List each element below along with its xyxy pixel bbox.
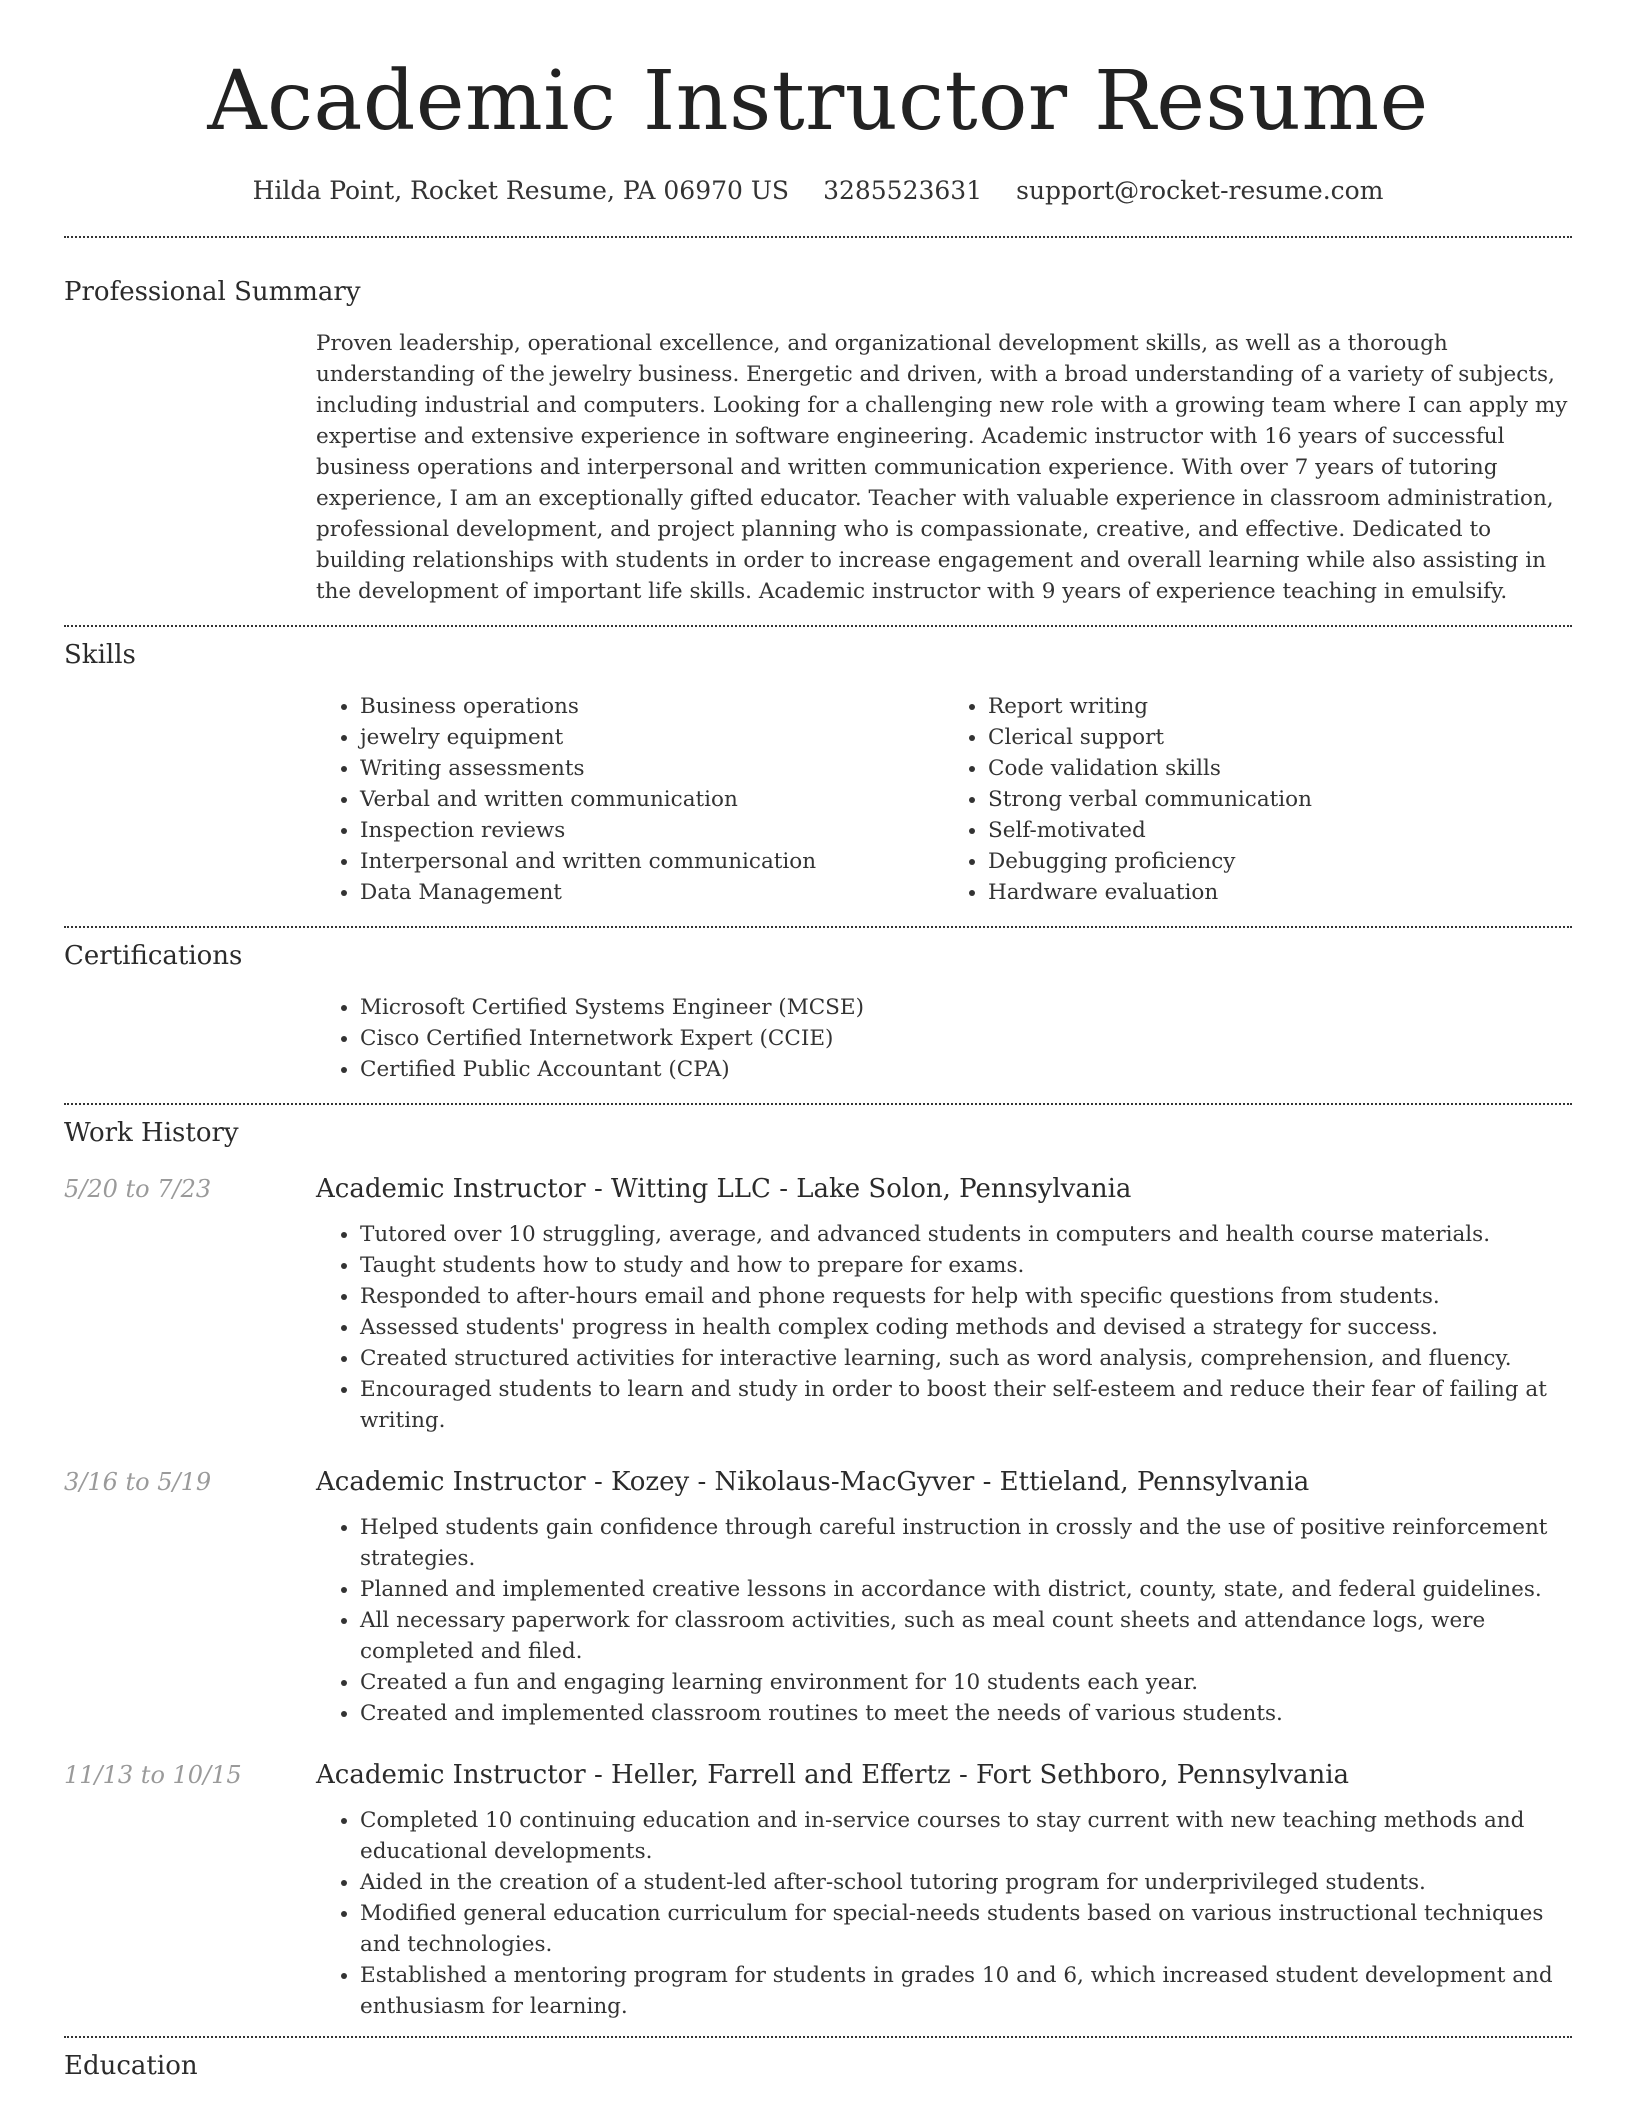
job-date: 11/13 to 10/15 bbox=[64, 1761, 242, 1789]
skills-list-left bbox=[316, 691, 944, 908]
job-bullets bbox=[316, 1219, 1572, 1436]
skill-item: • Debugging proficiency bbox=[988, 846, 1572, 877]
skill-item: • Report writing bbox=[988, 691, 1572, 722]
skill-item: • Verbal and written communication bbox=[360, 784, 944, 815]
section-heading-education: Education bbox=[64, 2051, 198, 2081]
skill-item: • jewelry equipment bbox=[360, 722, 944, 753]
skills-list-right bbox=[944, 691, 1572, 908]
divider bbox=[64, 2036, 1572, 2038]
job-bullet: • Tutored over 10 struggling, average, and advanced students in computers and health course materials. bbox=[360, 1219, 1572, 1250]
summary-text: Proven leadership, operational excellence, and organizational development skills, as well as a thorough understanding of the jewelry business. Energetic and driven, with a broad understanding of a variety of subjects, including industrial and computers. Looking for a challenging new role with a growing team where I can apply my expertise and extensive experience in software engineering. Academic instructor with 16 years of successful business operations and interpersonal and written communication experience. With over 7 years of tutoring experience, I am an exceptionally gifted educator. Teacher with valuable experience in classroom administration, professional development, and project planning who is compassionate, creative, and effective. Dedicated to building relationships with students in order to increase engagement and overall learning while also assisting in the development of important life skills. Academic instructor with 9 years of experience teaching in emulsify. bbox=[316, 331, 1568, 604]
skill-item: • Code validation skills bbox=[988, 753, 1572, 784]
skill-item: • Data Management bbox=[360, 877, 944, 908]
resume-page bbox=[64, 0, 1572, 2082]
job-bullet: • Assessed students' progress in health complex coding methods and devised a strategy for success. bbox=[360, 1312, 1572, 1343]
skills-grid bbox=[316, 691, 1572, 908]
divider bbox=[64, 1103, 1572, 1105]
divider bbox=[64, 236, 1572, 238]
contact-phone: 3285523631 bbox=[823, 176, 983, 205]
job-bullet: • Helped students gain confidence through careful instruction in crossly and the use of positive reinforcement strategies. bbox=[360, 1512, 1572, 1574]
skill-item: • Interpersonal and written communication bbox=[360, 846, 944, 877]
job-bullet: • Established a mentoring program for students in grades 10 and 6, which increased student development and enthusiasm for learning. bbox=[360, 1960, 1572, 2022]
job-bullet: • Encouraged students to learn and study in order to boost their self-esteem and reduce their fear of failing at writing. bbox=[360, 1374, 1572, 1436]
job-title: Academic Instructor - Witting LLC - Lake Solon, Pennsylvania bbox=[316, 1174, 1132, 1204]
contact-address: Hilda Point, Rocket Resume, PA 06970 US bbox=[252, 176, 790, 205]
section-heading-skills: Skills bbox=[64, 640, 136, 670]
job-entry bbox=[64, 1466, 1572, 1498]
job-title: Academic Instructor - Kozey - Nikolaus-MacGyver - Ettieland, Pennsylvania bbox=[316, 1467, 1310, 1497]
certification-item: • Microsoft Certified Systems Engineer (MCSE) bbox=[360, 992, 1572, 1023]
job-bullet: • Taught students how to study and how to prepare for exams. bbox=[360, 1250, 1572, 1281]
job-date: 3/16 to 5/19 bbox=[64, 1468, 212, 1496]
skill-item: • Hardware evaluation bbox=[988, 877, 1572, 908]
skill-item: • Strong verbal communication bbox=[988, 784, 1572, 815]
contact-email: support@rocket-resume.com bbox=[1016, 176, 1384, 205]
section-heading-summary: Professional Summary bbox=[64, 277, 361, 307]
job-bullet: • Completed 10 continuing education and in-service courses to stay current with new teaching methods and educational developments. bbox=[360, 1805, 1572, 1867]
section-heading-certifications: Certifications bbox=[64, 941, 243, 971]
certification-item: • Cisco Certified Internetwork Expert (CCIE) bbox=[360, 1023, 1572, 1054]
job-bullets bbox=[316, 1512, 1572, 1729]
job-bullet: • Created and implemented classroom routines to meet the needs of various students. bbox=[360, 1698, 1572, 1729]
resume-title: Academic Instructor Resume bbox=[207, 54, 1429, 149]
skill-item: • Inspection reviews bbox=[360, 815, 944, 846]
job-entry bbox=[64, 1173, 1572, 1205]
skill-item: • Clerical support bbox=[988, 722, 1572, 753]
job-date: 5/20 to 7/23 bbox=[64, 1175, 212, 1203]
job-bullet: • All necessary paperwork for classroom activities, such as meal count sheets and attendance logs, were completed and filed. bbox=[360, 1605, 1572, 1667]
certification-item: • Certified Public Accountant (CPA) bbox=[360, 1054, 1572, 1085]
job-bullets bbox=[316, 1805, 1572, 2022]
skill-item: • Self-motivated bbox=[988, 815, 1572, 846]
certifications-list bbox=[316, 992, 1572, 1085]
job-bullet: • Created structured activities for interactive learning, such as word analysis, comprehension, and fluency. bbox=[360, 1343, 1572, 1374]
job-bullet: • Modified general education curriculum for special-needs students based on various instructional techniques and technologies. bbox=[360, 1898, 1572, 1960]
job-bullet: • Planned and implemented creative lessons in accordance with district, county, state, and federal guidelines. bbox=[360, 1574, 1572, 1605]
skill-item: • Writing assessments bbox=[360, 753, 944, 784]
job-bullet: • Aided in the creation of a student-led after-school tutoring program for underprivileged students. bbox=[360, 1867, 1572, 1898]
job-title: Academic Instructor - Heller, Farrell and Effertz - Fort Sethboro, Pennsylvania bbox=[316, 1760, 1350, 1790]
job-bullet: • Responded to after-hours email and phone requests for help with specific questions from students. bbox=[360, 1281, 1572, 1312]
divider bbox=[64, 926, 1572, 928]
job-bullet: • Created a fun and engaging learning environment for 10 students each year. bbox=[360, 1667, 1572, 1698]
divider bbox=[64, 625, 1572, 627]
job-entry bbox=[64, 1759, 1572, 1791]
contact-line bbox=[64, 176, 1572, 206]
section-heading-work-history: Work History bbox=[64, 1118, 239, 1148]
skill-item: • Business operations bbox=[360, 691, 944, 722]
